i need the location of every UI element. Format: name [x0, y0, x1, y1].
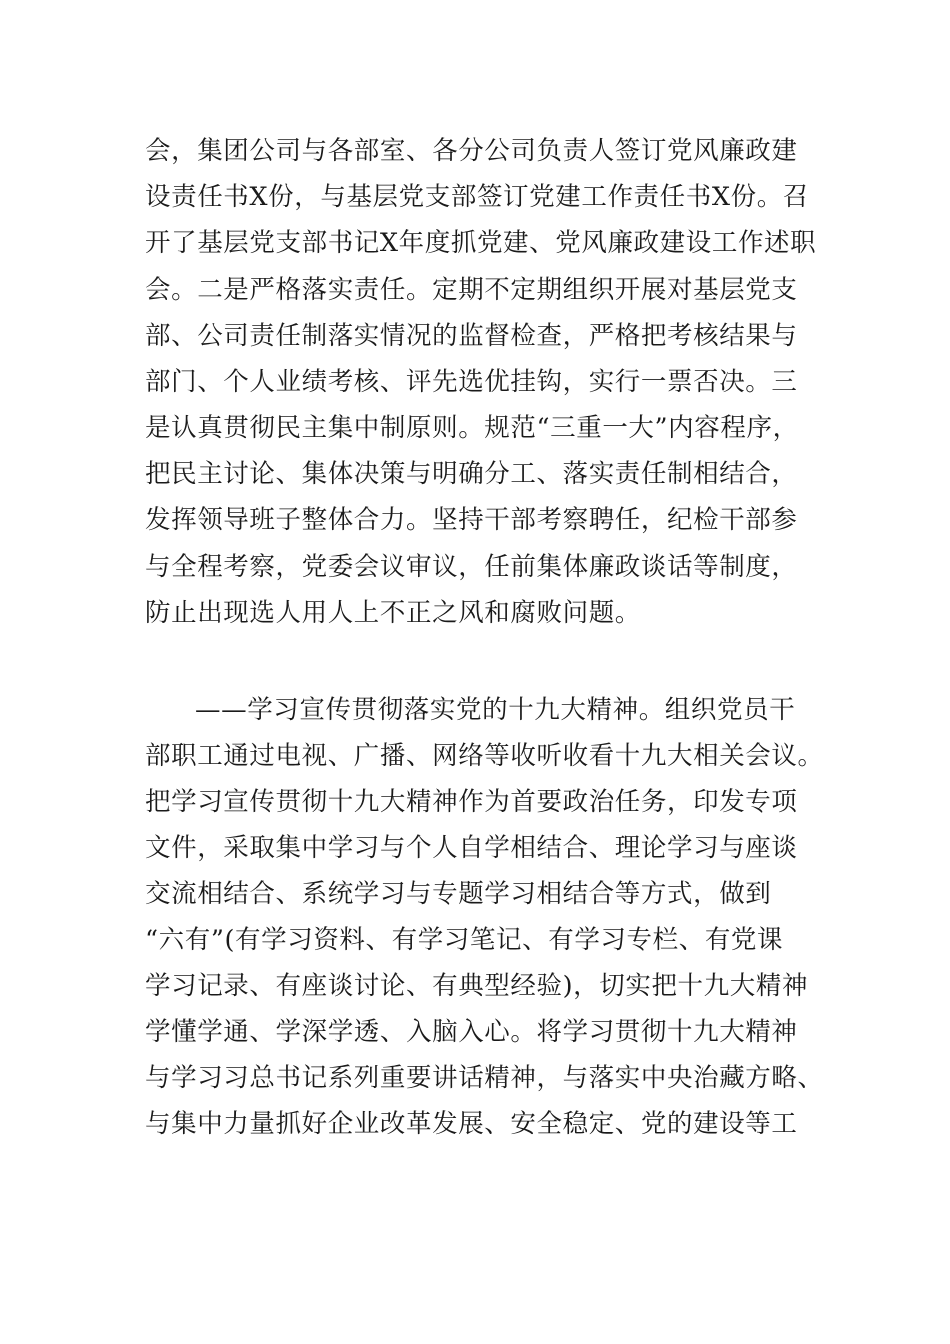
text-line: 文件，采取集中学习与个人自学相结合、理论学习与座谈	[145, 833, 798, 863]
text-line: 是认真贯彻民主集中制原则。规范“三重一大”内容程序，	[145, 413, 799, 443]
text-line: 与全程考察，党委会议审议，任前集体廉政谈话等制度，	[145, 552, 798, 582]
text-line: 与学习习总书记系列重要讲话精神，与落实中央治藏方略、	[145, 1063, 824, 1093]
text-line: 部门、个人业绩考核、评先选优挂钩，实行一票否决。三	[145, 367, 798, 397]
text-line: “六有”(有学习资料、有学习笔记、有学习专栏、有党课	[145, 925, 784, 955]
text-line: 学习记录、有座谈讨论、有典型经验)，切实把十九大精神	[145, 971, 809, 1001]
text-line: 开了基层党支部书记X年度抓党建、党风廉政建设工作述职	[145, 228, 817, 258]
text-line: 防止出现选人用人上不正之风和腐败问题。	[145, 598, 641, 628]
text-line: 交流相结合、系统学习与专题学习相结合等方式，做到	[145, 879, 772, 909]
text-line: 发挥领导班子整体合力。坚持干部考察聘任，纪检干部参	[145, 505, 798, 535]
text-line: ——学习宣传贯彻落实党的十九大精神。组织党员干	[195, 695, 796, 725]
text-line: 把学习宣传贯彻十九大精神作为首要政治任务，印发专项	[145, 787, 798, 817]
text-line: 部、公司责任制落实情况的监督检查，严格把考核结果与	[145, 321, 798, 351]
text-line: 把民主讨论、集体决策与明确分工、落实责任制相结合，	[145, 459, 798, 489]
text-line: 会。二是严格落实责任。定期不定期组织开展对基层党支	[145, 275, 798, 305]
text-line: 与集中力量抓好企业改革发展、安全稳定、党的建设等工	[145, 1109, 798, 1139]
text-line: 设责任书X份，与基层党支部签订党建工作责任书X份。召	[145, 182, 809, 212]
text-line: 部职工通过电视、广播、网络等收听收看十九大相关会议。	[145, 741, 824, 771]
text-line: 学懂学通、学深学透、入脑入心。将学习贯彻十九大精神	[145, 1017, 798, 1047]
text-line: 会，集团公司与各部室、各分公司负责人签订党风廉政建	[145, 136, 798, 166]
